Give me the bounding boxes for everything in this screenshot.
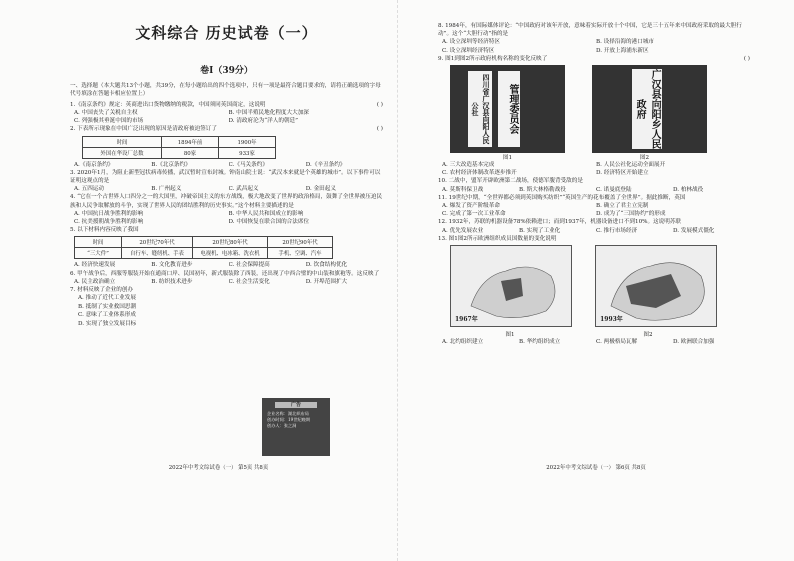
map-year-label: 1993年 [600,316,623,324]
question-13-captions [438,330,750,338]
option-c: C. 意味了工业体系形成 [78,312,136,319]
question-3-stem: 3. 2020年1月，为阻止新型冠状病毒传播，武汉暂时宣布封城。钟南山院士说：“武汉本来就是个英雄的城市”。以下事件可以证明这观点的是 [70,169,381,185]
option-a: A. 民主政治确立 [74,278,116,285]
map-europe-1967 [450,245,572,327]
exam-title: 文科综合 历史试卷（一） [135,24,318,42]
option-c: C.《马关条约》 [228,161,268,168]
table-cell: 时间 [75,237,122,248]
township-sign-banner [632,69,662,149]
question-1-options [70,109,383,125]
table-cell: 时间 [83,136,162,147]
table-cell: “三大件” [75,248,122,259]
option-d: D. 柏林战役 [673,186,704,193]
question-9-captions [438,153,750,161]
question-2-options [70,161,383,169]
question-4 [70,193,383,209]
table-cell: 外国在华设厂总数 [83,147,162,158]
answer-bracket: ( ) [743,55,750,62]
option-d: D. 中国恢复在联合国的合法席位 [228,219,310,226]
question-7-options [70,294,238,328]
table-cell: 933家 [219,147,276,158]
ad-line: 企业名称：湖北织布局 [267,411,309,416]
section-instructions: 一、选择题（本大题共13个小题，共39分，在每小题给出的四个选项中，只有一项是最符合题目要求的，请将正确选项的字母代号填涂在答题卡相应位置上） [70,83,381,98]
question-5-table [74,236,333,259]
option-d: D. 经济特区开始建立 [596,170,649,177]
option-d: D. 饮食结构优化 [305,262,348,269]
question-8-options [438,38,750,54]
question-6-options [70,278,383,286]
option-b: B.《北京条约》 [151,161,191,168]
option-d: D. 开放上海浦东新区 [596,47,649,54]
question-9-images [450,65,750,153]
table-cell: 自行车、缝纫机、手表 [122,248,193,259]
answer-bracket: ( ) [376,101,383,108]
question-9-stem: 9. 图1到图2所示政府机构名称的变化反映了 [438,55,548,62]
question-2-table [82,136,276,159]
option-c: C. 社会保障提高 [228,262,270,269]
question-8-stem: 8. 1984年，有国际媒体评论：“中国政府对该年开放，意味着实际开放十个中国，它是三十五年来中国政府采取的最大胆行动”。这个“大胆行动”指的是 [438,23,742,38]
option-a: A. 莫斯科保卫战 [442,186,484,193]
right-page [397,0,794,561]
option-b: B. 纺织技术进步 [151,278,193,285]
option-a: A. 中国抗日战争胜利的影响 [74,210,144,217]
ad-line: 创办人：张之洞 [267,423,297,428]
question-5-stem: 5. 以下材料内容反映了我国 [70,227,139,234]
question-11 [438,194,750,202]
option-d: D. 成为了“三国协约”的形成 [596,211,666,218]
option-b: B. 确立了君主立宪制 [596,203,649,210]
commune-sign-banner-2 [498,71,520,147]
option-b: B. 文化教育进步 [151,262,193,269]
question-13-stem: 13. 图1图2所示欧洲组织成员国数量的变化说明 [438,235,557,242]
option-c: C. 设立深圳经济特区 [442,47,495,54]
question-13 [438,235,750,243]
option-b: B. 中华人民共和国成立的影响 [228,210,304,217]
option-b: B. 实现了工业化 [519,227,561,234]
option-a: A. 经济快速发展 [74,262,116,269]
table-cell: 1900年 [219,136,276,147]
question-13-options [438,338,750,346]
option-b: B. 设择沿海的港口城市 [596,39,655,46]
option-b: B. 人民公社化运动全面展开 [596,162,666,169]
table-cell: 20世纪80年代 [193,237,268,248]
option-d: D. 实现了独立发展目标 [78,321,137,328]
question-7 [70,286,250,294]
option-c: C. 完成了第一次工业革命 [442,211,506,218]
option-a: A. 优先发展农业 [442,227,484,234]
question-5-options [70,261,383,269]
question-2-stem: 2. 下表所示现象在中国广泛出现的原因是清政府被迫签订了 [70,126,217,133]
question-10-options [438,186,750,194]
photo-township-sign [592,65,707,153]
option-b: B. 广州起义 [151,186,182,193]
map-europe-1993 [595,245,717,327]
option-a: A. 五四运动 [74,186,104,193]
question-12-stem: 12. 1932年，苏联的机器设备78%依赖进口；而到1937年，机器设备进口不到10%。这说明苏联 [438,219,682,226]
option-a: A. 推动了近代工业发展 [78,295,136,302]
figure-caption: 图2 [643,332,653,339]
question-4-stem: 4. “它在一个占世界人口四分之一的大国里，冲破帝国主义的东方战线，极大地改变了世界的政治格局，鼓舞了全世界被压迫民族和人民争取解放的斗争，实现了世界人民的团结胜利的历史事实。”这个材料主要描述的是 [70,194,383,209]
ad-heading: 广告 [275,402,317,408]
option-a: A. 爆发了资产阶级革命 [442,203,500,210]
question-9 [438,55,750,63]
question-3-options [70,185,383,193]
question-7-ad-image [262,398,330,456]
question-8 [438,22,750,38]
question-13-maps [450,245,750,330]
question-12-options [438,227,750,235]
map-year-label: 1967年 [455,316,478,324]
option-b: B. 斯大林格勒战役 [519,186,566,193]
option-c: C. 农村经济体制改革逐步推开 [442,170,517,177]
question-1-stem: 1.《南京条约》规定：英商进出口货物缴纳的税款，中国须同英国商定，这说明 [70,101,266,108]
option-c: C. 列强极其垂涎中国的市场 [74,118,144,125]
table-cell: 1894年前 [162,136,219,147]
option-c: C. 社会生活变化 [228,278,270,285]
option-c: C. 武昌起义 [228,186,259,193]
option-c: C. 抗美援朝战争胜利的影响 [74,219,144,226]
question-5 [70,226,383,234]
question-4-options [70,210,383,226]
question-7-stem: 7. 材料反映了企业的创办 [70,287,134,294]
question-9-options [438,161,750,177]
table-cell: 手机、空调、汽车 [268,248,333,259]
question-12 [438,218,750,226]
option-d: D. 欧洲联合加强 [673,339,715,346]
table-cell: 20世纪70年代 [122,237,193,248]
question-6-stem: 6. 甲午战争后，西服等服装开始在通商口岸、民国初年，新式服装除了西装，还出现了中西合璧的中山装和旗袍等。这反映了 [70,270,380,277]
option-d: D. 发展模式僵化 [673,227,715,234]
page-footer: 2022年中考文综试卷（一） 第5页 共8页 [168,465,269,471]
option-b: B. 华约组织成立 [519,339,561,346]
question-2 [70,125,383,133]
question-6 [70,270,383,278]
question-1 [70,101,383,109]
option-a: A. 北约组织建立 [442,339,484,346]
volume-heading: 卷Ⅰ（39分） [200,66,253,76]
figure-caption: 图2 [639,155,650,162]
township-sign-text: 广汉县向阳乡人民政府 [634,69,661,150]
option-c: C. 推行市场经济 [596,227,638,234]
photo-commune-sign [450,65,565,153]
option-c: C. 两极格局瓦解 [596,339,638,346]
option-d: D.《辛丑条约》 [305,161,346,168]
option-a: A. 三大改造基本完成 [442,162,495,169]
option-b: B. 中国半殖民地化程度大大加深 [228,110,309,117]
option-c: C. 诺曼底登陆 [596,186,632,193]
option-a: A. 中国丧失了关税自主权 [74,110,138,117]
table-cell: 20世纪90年代 [268,237,333,248]
answer-bracket: ( ) [376,126,383,133]
option-d: D. 开埠范围扩大 [305,278,348,285]
option-a: A. 设立深圳等经济特区 [442,39,500,46]
question-11-stem: 11. 19世纪中期，“全世界都必须到英国购买纺织”“英国生产的花布覆盖了全世界”。据此推断，英国 [438,194,686,201]
question-10-stem: 10. 二战中，盟军开辟欧洲第二战场，使德军腹背受敌的是 [438,178,583,185]
option-d: D. 清政府沦为“洋人的朝廷” [228,118,298,125]
option-b: B. 抵制了实业救国思潮 [78,303,137,310]
option-a: A.《南京条约》 [74,161,114,168]
option-d: D. 金田起义 [305,186,336,193]
commune-sign-text: 四川省广汉县向阳人民公社 [471,74,491,145]
ad-line: 创办时间：19世纪晚期 [267,417,311,422]
commune-sign-banner [468,71,492,147]
commune-sign-text-2: 管理委员会 [507,84,518,135]
figure-caption: 图1 [505,332,515,339]
question-3 [70,169,383,185]
question-11-options [438,202,750,218]
table-cell: 电视机、电冰箱、洗衣机 [193,248,268,259]
page-footer: 2022年中考文综试卷（一） 第6页 共8页 [546,465,646,471]
table-cell: 80家 [162,147,219,158]
question-10 [438,177,750,185]
figure-caption: 图1 [502,155,513,162]
